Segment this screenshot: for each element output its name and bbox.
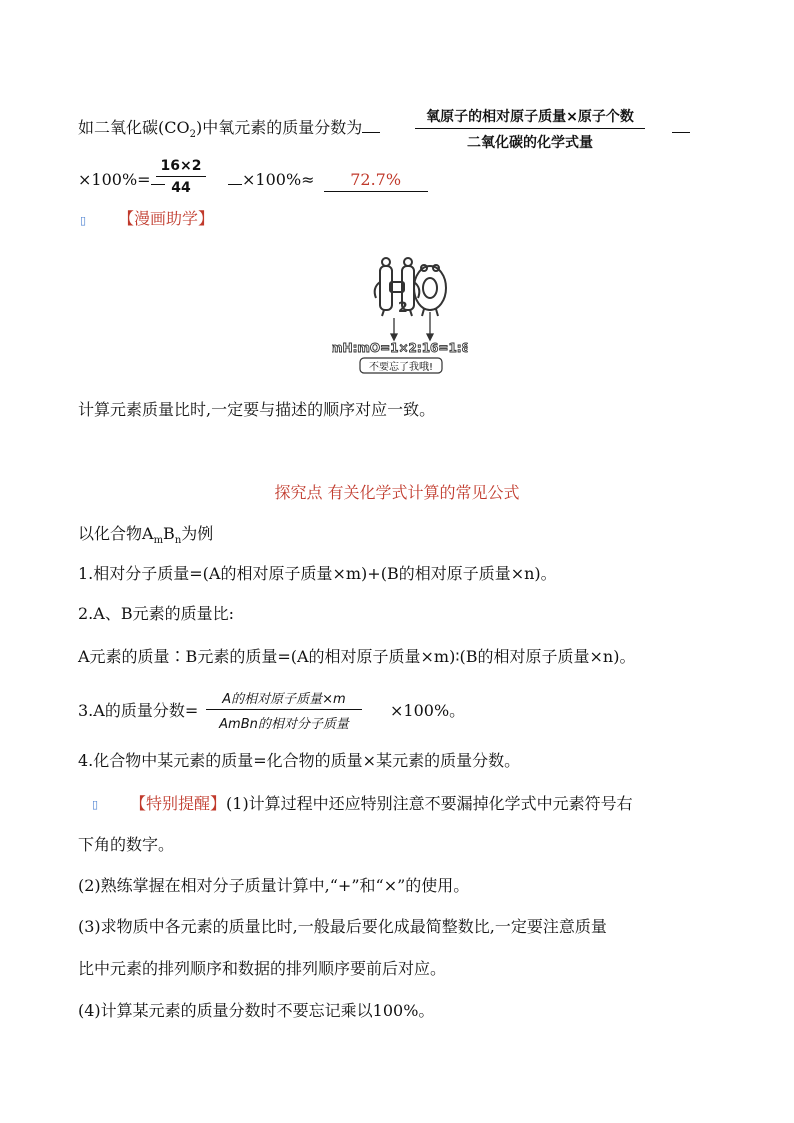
comic-header: 【漫画助学】 bbox=[118, 209, 215, 228]
svg-text:mH:mO=1×2:16=1:8: mH:mO=1×2:16=1:8 bbox=[332, 341, 468, 355]
blank-underline bbox=[362, 116, 380, 133]
reminder-p4: (4)计算某元素的质量分数时不要忘记乘以100%。 bbox=[78, 1001, 435, 1020]
trailing-blank bbox=[672, 116, 690, 139]
bullet-icon: ▯ bbox=[80, 214, 87, 227]
oxygen-fraction-numerator: 氧原子的相对原子质量×原子个数 bbox=[426, 109, 634, 125]
intro-sub-m: m bbox=[153, 535, 164, 547]
mass-fraction-denominator: 44 bbox=[171, 180, 191, 196]
intro-post: 为例 bbox=[181, 524, 214, 543]
item-4: 4.化合物中某元素的质量=化合物的质量×某元素的质量分数。 bbox=[78, 751, 521, 770]
section-title: 探究点 有关化学式计算的常见公式 bbox=[274, 483, 520, 502]
tip-line: 计算元素质量比时,一定要与描述的顺序对应一致。 bbox=[78, 400, 436, 419]
answer-blank bbox=[324, 169, 428, 192]
item-1: 1.相对分子质量=(A的相对原子质量×m)+(B的相对原子质量×n)。 bbox=[78, 564, 557, 583]
example-prefix: 如二氧化碳(CO bbox=[78, 118, 190, 137]
reminder-header: 【特别提醒】 bbox=[130, 794, 227, 813]
item-3-numerator: A的相对原子质量×m bbox=[222, 692, 346, 707]
section-intro bbox=[78, 523, 213, 552]
reminder-p1b: 下角的数字。 bbox=[78, 835, 175, 854]
mass-fraction-numerator: 16×2 bbox=[160, 158, 202, 174]
line2-mid: ×100%≈ bbox=[242, 170, 315, 189]
item-2b: A元素的质量∶B元素的质量=(A的相对原子质量×m)∶(B的相对原子质量×n)。 bbox=[78, 647, 636, 666]
item-3-denominator: AmBn的相对分子质量 bbox=[219, 717, 349, 732]
reminder-p3b: 比中元素的排列顺序和数据的排列顺序要前后对应。 bbox=[78, 959, 447, 978]
example-line-1 bbox=[78, 116, 380, 146]
intro-sub-n: n bbox=[174, 535, 182, 547]
blank-underline-4 bbox=[228, 168, 242, 185]
mass-fraction bbox=[156, 158, 206, 196]
reminder-line-1 bbox=[130, 793, 633, 815]
intro-b: B bbox=[163, 524, 175, 543]
example-suffix: )中氧元素的质量分数为 bbox=[195, 118, 363, 137]
reminder-p1a: (1)计算过程中还应特别注意不要漏掉化学式中元素符号右 bbox=[226, 794, 633, 813]
reminder-p3a: (3)求物质中各元素的质量比时,一般最后要化成最简整数比,一定要注意质量 bbox=[78, 917, 607, 936]
co2-subscript: 2 bbox=[189, 129, 196, 141]
item-3-tail: ×100%。 bbox=[390, 701, 466, 720]
bullet-icon-2: ▯ bbox=[92, 798, 99, 811]
comic-illustration bbox=[332, 252, 468, 376]
svg-text:不要忘了我哦!: 不要忘了我哦! bbox=[368, 362, 434, 373]
reminder-p2: (2)熟练掌握在相对分子质量计算中,“+”和“×”的使用。 bbox=[78, 876, 470, 895]
intro-pre: 以化合物A bbox=[78, 524, 154, 543]
h2o-cartoon-icon bbox=[332, 252, 468, 376]
item-3-fraction bbox=[206, 688, 362, 732]
answer-value: 72.7% bbox=[350, 170, 402, 189]
example-line-2 bbox=[78, 168, 165, 191]
item-3-lead: 3.A的质量分数= bbox=[78, 701, 199, 720]
example-line-2-tail bbox=[228, 168, 428, 192]
svg-text:2: 2 bbox=[398, 300, 408, 316]
item-2: 2.A、B元素的质量比: bbox=[78, 604, 234, 623]
oxygen-fraction-denominator: 二氧化碳的化学式量 bbox=[467, 135, 593, 151]
line2-lead: ×100%= bbox=[78, 170, 151, 189]
oxygen-fraction bbox=[415, 106, 645, 152]
blank-underline-2 bbox=[672, 116, 690, 133]
